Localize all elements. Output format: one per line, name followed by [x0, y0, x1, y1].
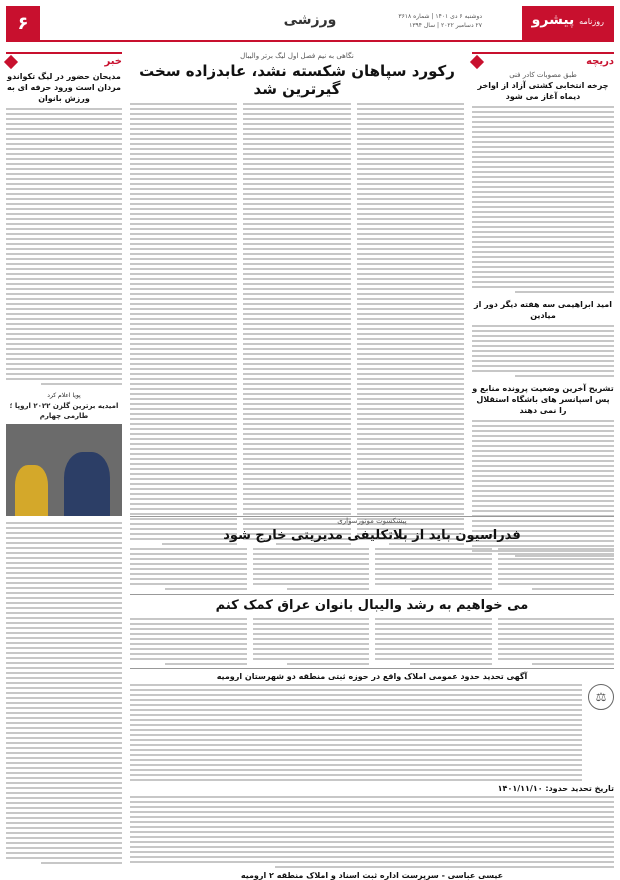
left-photo-kicker: پویا اعلام کرد — [47, 392, 81, 399]
diamond-icon — [4, 54, 18, 68]
item1-title: چرخه انتخابی کشتی آزاد از اواخر دیماه آغاز می شود — [477, 81, 609, 101]
right-rubric-label: دریچه — [586, 56, 614, 67]
item3-title: تشریح آخرین وضعیت پرونده منابع و پس اسپانسر های باشگاه استقلال را نمی دهند — [472, 384, 614, 415]
left-photo-caption — [6, 391, 122, 421]
player-figure — [64, 452, 110, 516]
band2-body — [130, 618, 614, 665]
band1-body — [130, 548, 614, 590]
left-column — [6, 52, 122, 827]
page-header — [6, 6, 614, 42]
dateline-gregorian: ۲۷ دسامبر ۲۰۲۲ | سال ۱۳۹۴ — [409, 22, 482, 29]
section-title: ورزشی — [283, 12, 337, 28]
band1-title: فدراسیون باید از بلاتکلیفی مدیریتی خارج شود — [223, 528, 521, 543]
notice-signature: عیسی عباسی - سرپرست اداره ثبت اسناد و املاک منطقه ۲ ارومیه — [240, 871, 504, 880]
main-body — [130, 103, 464, 545]
masthead-tag: روزنامه — [579, 17, 604, 26]
main-kicker: نگاهی به نیم فصل اول لیگ برتر والیبال — [240, 52, 354, 60]
left-story2-body — [6, 522, 122, 864]
item2-title: امید ابراهیمی سه هفته دیگر دور از میادین — [474, 300, 612, 320]
notice-title: آگهی تحدید حدود عمومی املاک واقع در حوزه ثبتی منطقه دو شهرستان ارومیه — [216, 672, 528, 681]
page-number: ۶ — [6, 6, 40, 40]
notice-body-2 — [130, 796, 614, 868]
right-column — [472, 52, 614, 512]
volleyball-story — [130, 594, 614, 666]
left-story1-body — [6, 108, 122, 385]
motorsport-story — [130, 516, 614, 592]
left-photo-title: امیدیه برترین گلزن ۲۰۲۲ اروپا ؛ طارمی چهارم — [9, 402, 119, 420]
left-story1-title: مدیحان حضور در لیگ تکواندو مردان است ورود حرفه ای به ورزش بانوان — [6, 72, 122, 103]
dateline-persian: دوشنبه ۶ دی ۱۴۰۱ | شماره ۳۶۱۸ — [398, 13, 482, 20]
left-rubric — [6, 52, 122, 67]
band2-title: می خواهیم به رشد والیبال بانوان عراق کمک کنم — [215, 598, 529, 613]
item2-body — [472, 325, 614, 377]
masthead-name: پیشرو — [531, 12, 575, 28]
item1-body — [472, 106, 614, 293]
main-story — [130, 52, 464, 512]
main-headline: رکورد سپاهان شکسته نشد، عابدزاده سخت گیرترین شد — [139, 62, 455, 98]
scales-icon: ⚖ — [588, 684, 614, 710]
legal-notices — [130, 668, 614, 880]
notice-date: تاریخ تحدید حدود: ۱۴۰۱/۱۱/۱۰ — [497, 784, 614, 793]
dateline — [398, 12, 482, 30]
player-figure — [15, 465, 47, 516]
item1-kicker: طبق مصوبات کادر فنی — [509, 71, 577, 79]
masthead-logo — [522, 6, 614, 40]
footballer-photo — [6, 424, 122, 516]
band1-kicker: پیشکسوت موتورسواری — [337, 517, 407, 525]
diamond-icon — [470, 54, 484, 68]
right-rubric — [472, 52, 614, 67]
notice-body — [130, 684, 582, 781]
left-rubric-label: خبر — [104, 56, 122, 67]
